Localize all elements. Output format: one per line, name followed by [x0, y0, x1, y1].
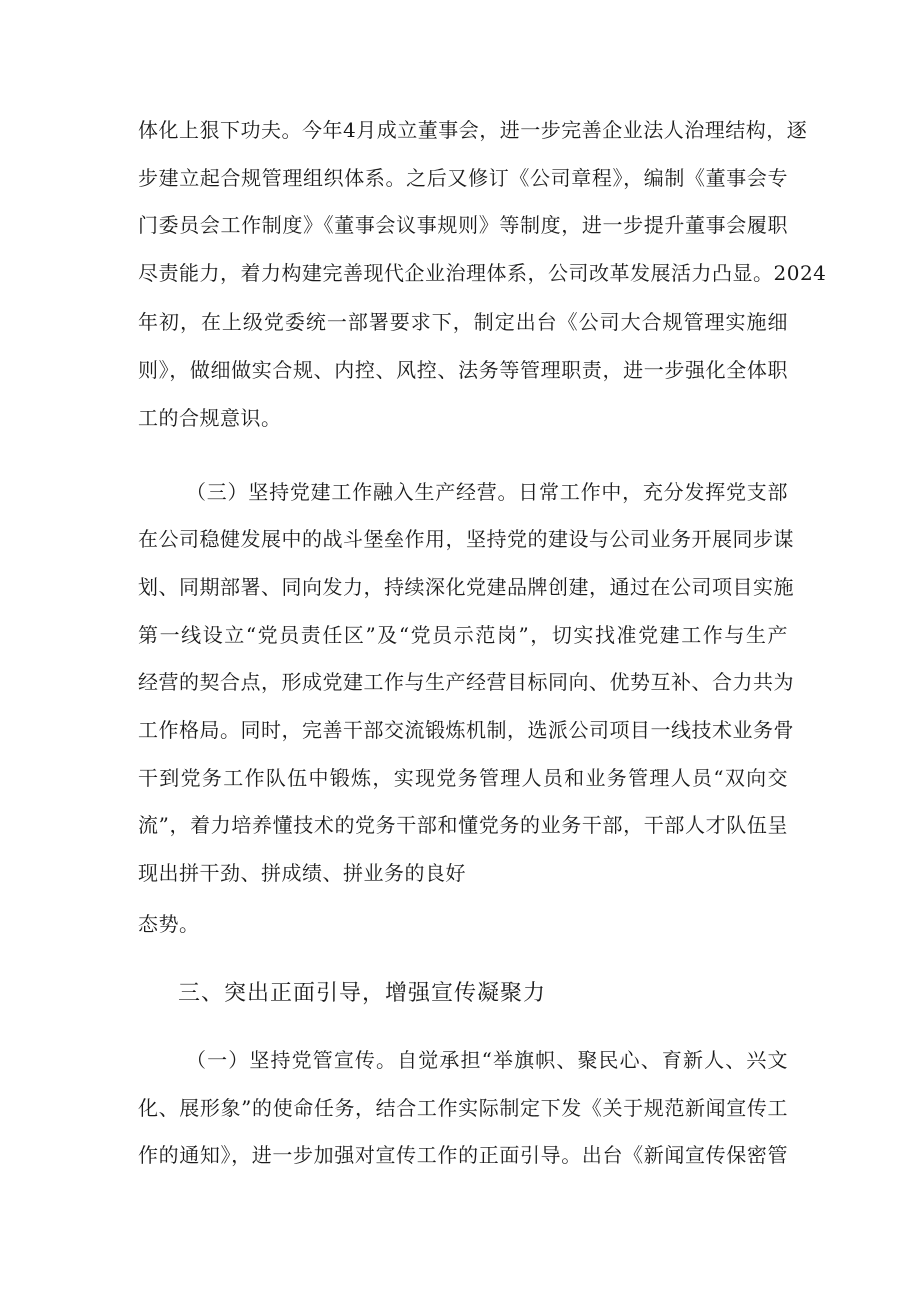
text-line: 则》，做细做实合规、内控、风控、法务等管理职责，进一步强化全体职 — [138, 358, 788, 382]
text-line: 工的合规意识。 — [138, 406, 282, 430]
text-line: 步建立起合规管理组织体系。之后又修订《公司章程》，编制《董事会专 — [138, 166, 788, 190]
text-line: 第一线设立“党员责任区”及“党员示范岗”，切实找准党建工作与生产 — [138, 623, 788, 647]
text-line: 作的通知》，进一步加强对宣传工作的正面引导。出台《新闻宣传保密管 — [138, 1143, 788, 1167]
text-line: 经营的契合点，形成党建工作与生产经营目标同向、优势互补、合力共为 — [138, 670, 794, 694]
text-line: 划、同期部署、同向发力，持续深化党建品牌创建，通过在公司项目实施 — [138, 575, 794, 599]
text-line: 流”，着力培养懂技术的党务干部和懂党务的业务干部，干部人才队伍呈 — [138, 813, 788, 837]
text-line: 化、展形象”的使命任务，结合工作实际制定下发《关于规范新闻宣传工 — [138, 1096, 788, 1120]
text-line: 体化上狠下功夫。今年4月成立董事会，进一步完善企业法人治理结构，逐 — [138, 118, 808, 142]
text-line: 干到党务工作队伍中锻炼，实现党务管理人员和业务管理人员“双向交 — [138, 766, 788, 790]
text-line: 工作格局。同时，完善干部交流锻炼机制，选派公司项目一线技术业务骨 — [138, 718, 794, 742]
text-line: 门委员会工作制度》《董事会议事规则》等制度，进一步提升董事会履职 — [138, 213, 788, 237]
text-line: 现出拼干劲、拼成绩、拼业务的良好 — [138, 861, 466, 885]
paragraph-start-line: （一）坚持党管宣传。自觉承担“举旗帜、聚民心、育新人、兴文 — [186, 1048, 788, 1072]
section-heading: 三、突出正面引导，增强宣传凝聚力 — [178, 981, 547, 1006]
text-line: 年初，在上级党委统一部署要求下，制定出台《公司大合规管理实施细 — [138, 310, 788, 334]
text-line: 态势。 — [138, 912, 200, 936]
text-line: 在公司稳健发展中的战斗堡垒作用，坚持党的建设与公司业务开展同步谋 — [138, 527, 794, 551]
text-line: 尽责能力，着力构建完善现代企业治理体系，公司改革发展活力凸显。2024 — [138, 261, 827, 285]
paragraph-start-line: （三）坚持党建工作融入生产经营。日常工作中，充分发挥党支部 — [186, 480, 788, 504]
